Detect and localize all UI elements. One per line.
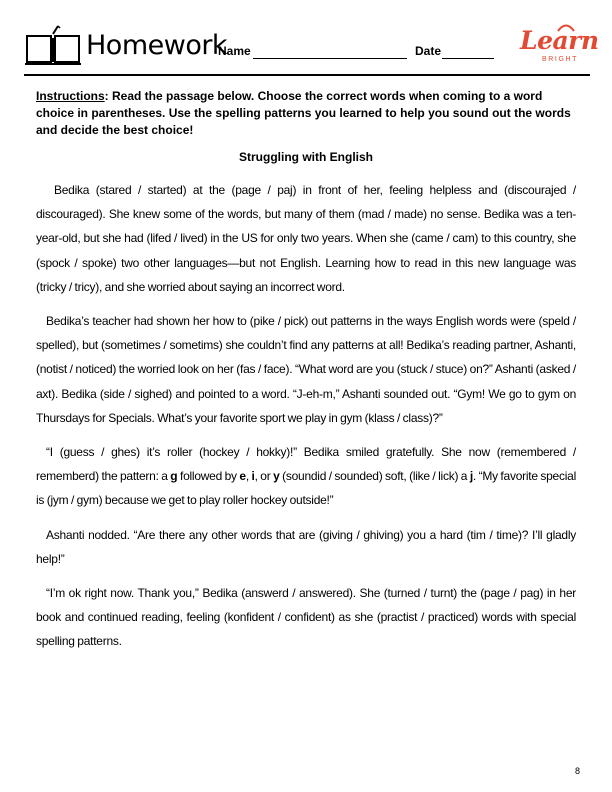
paragraph-3-text-6: . “My favorite special is (jym / gym) because we get to play roller hockey outside!” xyxy=(36,469,576,508)
instructions-label: Instructions xyxy=(36,89,105,103)
letter-e: e xyxy=(239,469,246,484)
name-field[interactable] xyxy=(253,58,407,59)
date-field[interactable] xyxy=(442,58,494,59)
paragraph-3-text-5: (soundid / sounded) soft, (like / lick) a xyxy=(279,469,470,484)
instructions xyxy=(36,88,576,139)
paragraph-3-text-3: , xyxy=(245,469,252,484)
letter-j: j xyxy=(469,469,473,484)
name-label: Name xyxy=(218,44,251,58)
page-number: 8 xyxy=(575,766,581,776)
paragraph-5: “I’m ok right now. Thank you,” Bedika (answerd / answered). She (turned / turnt) the (page / pag) in her book and continued reading, feeling (konfident / confident) as she (practist / practiced) words with special spelling patterns. xyxy=(36,586,576,649)
paragraph-2: Bedika’s teacher had shown her how to (pike / pick) out patterns in the ways English words were (speld / spelled), but (sometimes / sometims) she couldn’t find any patterns at all! Bedika’s reading partner, Ashanti, (notist / noticed) the worried look on her (fas / face). “What word are you (stuck / stuce) on?” Ashanti (asked / axt). Bedika (side / sighed) and pointed to a word. “J-eh-m,” Ashanti sounded out. “Gym! We go to gym on Thursdays for Specials. What’s your favorite sport we play in gym (klass / class)?” xyxy=(36,314,576,425)
homework-title: Homework xyxy=(86,30,228,61)
paragraph-4: Ashanti nodded. “Are there any other words that are (giving / ghiving) you a hard (tim / time)? I’ll gladly help!” xyxy=(36,527,576,566)
letter-i: i xyxy=(251,469,255,484)
story-title: Struggling with English xyxy=(239,150,373,164)
open-book-icon xyxy=(24,24,82,68)
passage xyxy=(36,178,576,664)
letter-g: g xyxy=(170,469,178,484)
page-header xyxy=(24,22,599,72)
header-divider xyxy=(24,74,590,76)
learn-bright-logo xyxy=(518,22,599,68)
paragraph-3-text-1: “I (guess / ghes) it’s roller (hockey / hokky)!” Bedika smiled gratefully. She now (remembered / rememberd) the pattern: a xyxy=(36,445,576,484)
paragraph-3 xyxy=(36,440,576,513)
date-label: Date xyxy=(415,44,442,58)
instructions-text: : Read the passage below. Choose the correct words when coming to a word choice in parentheses. Use the spelling patterns you learned to help you sound out the words and decide the best choice! xyxy=(36,89,571,137)
paragraph-3-text-4: , or xyxy=(254,469,274,484)
logo-learn-text: Learn xyxy=(520,26,599,55)
logo-bright-text: BRIGHT xyxy=(542,56,579,63)
letter-y: y xyxy=(273,469,280,484)
paragraph-1: Bedika (stared / started) at the (page / paj) in front of her, feeling helpless and (discourajed / discouraged). She knew some of the words, but many of them (mad / made) no sense. Bedika was a ten-year-old, but she had (lifed / lived) in the US for only two years. When she (came / cam) to this country, she (spock / spoke) two other languages—but not English. Learning how to read in this new language was (tricky / tricy), and she worried about saying an incorrect word. xyxy=(36,183,576,294)
paragraph-3-text-2: followed by xyxy=(177,469,240,484)
